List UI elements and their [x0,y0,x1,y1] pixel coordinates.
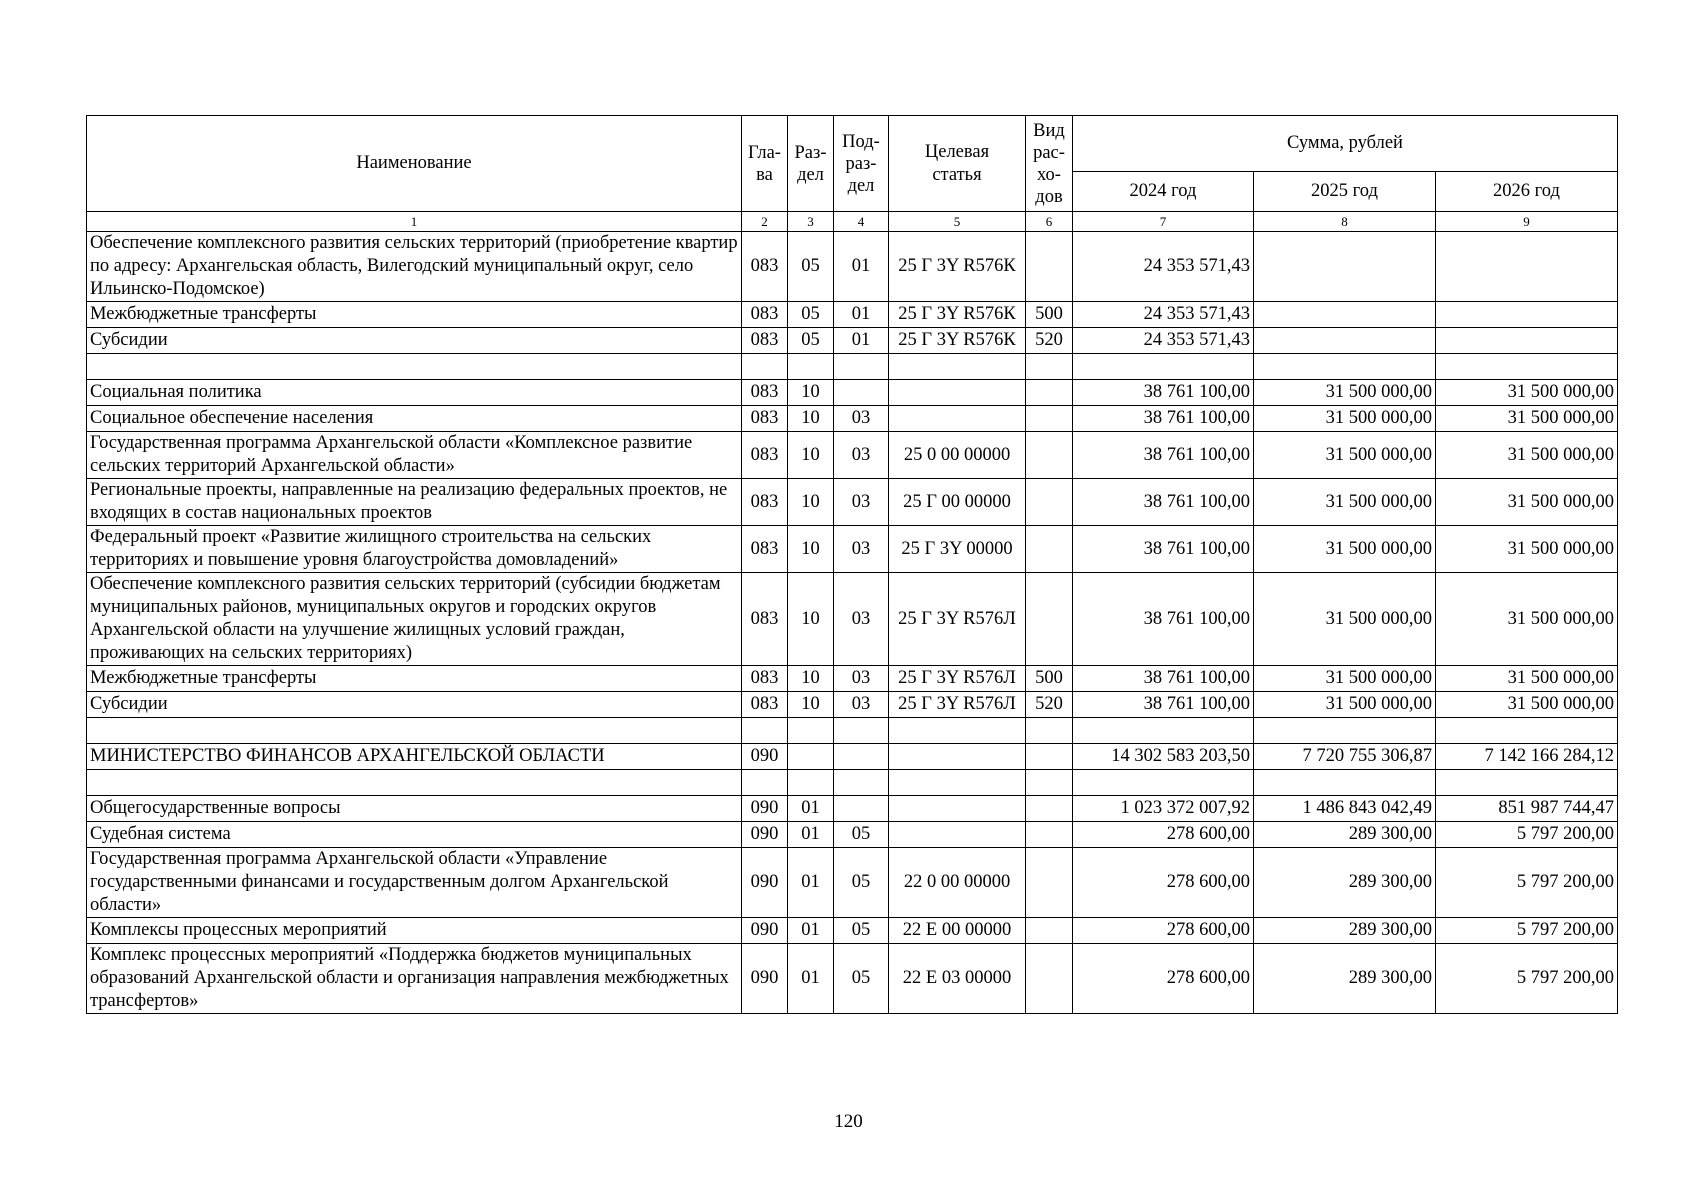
cell-y2024: 38 761 100,00 [1073,692,1254,718]
cell-vid [1026,406,1073,432]
column-number: 2 [742,212,788,232]
cell-vid [1026,918,1073,944]
spacer-row [87,718,1618,744]
cell-glava: 083 [742,573,788,666]
cell-glava: 090 [742,848,788,918]
column-number: 1 [87,212,742,232]
cell-glava: 083 [742,406,788,432]
cell-y2025: 289 300,00 [1254,918,1436,944]
table-row [87,796,1618,822]
cell-vid [1026,526,1073,573]
cell-razdel: 05 [788,302,834,328]
cell-y2026: 31 500 000,00 [1436,692,1618,718]
cell-podrazdel: 05 [834,944,889,1014]
cell-podrazdel: 03 [834,526,889,573]
cell-glava: 083 [742,232,788,302]
cell-razdel: 05 [788,328,834,354]
cell-name: Федеральный проект «Развитие жилищного строительства на сельских территориях и повышение уровня благоустройства домовладений» [87,526,742,573]
cell-y2026: 5 797 200,00 [1436,822,1618,848]
cell-podrazdel [834,380,889,406]
cell-name: МИНИСТЕРСТВО ФИНАНСОВ АРХАНГЕЛЬСКОЙ ОБЛАСТИ [87,744,742,770]
header-year-2025: 2025 год [1254,172,1436,212]
cell-target [889,822,1026,848]
cell-target: 25 Г 3Y R576К [889,302,1026,328]
cell-podrazdel: 01 [834,328,889,354]
cell-y2024: 38 761 100,00 [1073,380,1254,406]
header-razdel: Раз- дел [788,116,834,212]
cell-y2024: 38 761 100,00 [1073,526,1254,573]
column-number: 3 [788,212,834,232]
column-number: 5 [889,212,1026,232]
table-row [87,666,1618,692]
cell-razdel [788,770,834,796]
budget-table [86,115,1618,1014]
cell-y2024: 38 761 100,00 [1073,406,1254,432]
cell-podrazdel: 03 [834,666,889,692]
cell-razdel [788,744,834,770]
cell-name: Региональные проекты, направленные на реализацию федеральных проектов, не входящих в состав национальных проектов [87,479,742,526]
header-podrazdel: Под- раз- дел [834,116,889,212]
cell-y2025: 1 486 843 042,49 [1254,796,1436,822]
cell-vid [1026,432,1073,479]
cell-vid [1026,822,1073,848]
cell-razdel: 01 [788,944,834,1014]
cell-y2025: 289 300,00 [1254,944,1436,1014]
table-row [87,848,1618,918]
cell-y2024: 278 600,00 [1073,944,1254,1014]
cell-y2026: 5 797 200,00 [1436,918,1618,944]
cell-glava: 083 [742,432,788,479]
cell-y2026 [1436,718,1618,744]
cell-y2025: 31 500 000,00 [1254,479,1436,526]
cell-name: Судебная система [87,822,742,848]
cell-glava [742,354,788,380]
cell-y2026: 5 797 200,00 [1436,848,1618,918]
table-row [87,822,1618,848]
cell-target: 25 Г 3Y R576Л [889,666,1026,692]
cell-target [889,718,1026,744]
table-row [87,406,1618,432]
table-row [87,944,1618,1014]
cell-y2026: 31 500 000,00 [1436,526,1618,573]
table-body [87,212,1618,1014]
cell-y2026: 31 500 000,00 [1436,432,1618,479]
cell-y2025 [1254,302,1436,328]
cell-vid [1026,796,1073,822]
cell-y2024: 278 600,00 [1073,822,1254,848]
cell-vid [1026,770,1073,796]
header-glava: Гла- ва [742,116,788,212]
table-row [87,573,1618,666]
cell-target: 25 0 00 00000 [889,432,1026,479]
header-sum: Сумма, рублей [1073,116,1618,172]
cell-y2026 [1436,232,1618,302]
cell-y2026: 7 142 166 284,12 [1436,744,1618,770]
cell-y2024: 38 761 100,00 [1073,573,1254,666]
cell-glava: 090 [742,744,788,770]
cell-y2024: 278 600,00 [1073,918,1254,944]
cell-glava: 090 [742,796,788,822]
cell-glava: 083 [742,380,788,406]
cell-y2024 [1073,718,1254,744]
cell-y2025: 289 300,00 [1254,822,1436,848]
table-row [87,479,1618,526]
cell-name: Субсидии [87,328,742,354]
cell-name: Межбюджетные трансферты [87,302,742,328]
cell-podrazdel: 01 [834,232,889,302]
table-row [87,380,1618,406]
cell-podrazdel: 03 [834,432,889,479]
cell-y2025 [1254,354,1436,380]
cell-podrazdel: 03 [834,573,889,666]
cell-y2026 [1436,328,1618,354]
cell-target: 25 Г 3Y R576Л [889,692,1026,718]
cell-target: 22 0 00 00000 [889,848,1026,918]
cell-glava: 090 [742,918,788,944]
cell-razdel: 10 [788,526,834,573]
table-row [87,302,1618,328]
cell-y2026: 31 500 000,00 [1436,573,1618,666]
cell-glava [742,770,788,796]
cell-razdel: 10 [788,406,834,432]
cell-y2026: 31 500 000,00 [1436,406,1618,432]
table-row [87,692,1618,718]
cell-vid [1026,944,1073,1014]
cell-name: Государственная программа Архангельской области «Управление государственными финансами и государственным долгом Архангельской области» [87,848,742,918]
cell-target: 25 Г 00 00000 [889,479,1026,526]
cell-name [87,718,742,744]
cell-name [87,770,742,796]
cell-razdel: 10 [788,573,834,666]
cell-y2026 [1436,302,1618,328]
cell-target [889,796,1026,822]
cell-y2024: 38 761 100,00 [1073,432,1254,479]
cell-y2025: 31 500 000,00 [1254,406,1436,432]
cell-razdel: 10 [788,666,834,692]
cell-y2026: 31 500 000,00 [1436,479,1618,526]
column-numbers-row [87,212,1618,232]
cell-y2025: 31 500 000,00 [1254,380,1436,406]
column-number: 6 [1026,212,1073,232]
cell-podrazdel: 03 [834,406,889,432]
cell-y2024 [1073,770,1254,796]
cell-podrazdel: 05 [834,848,889,918]
cell-razdel: 01 [788,796,834,822]
cell-name: Общегосударственные вопросы [87,796,742,822]
cell-razdel: 01 [788,822,834,848]
spacer-row [87,354,1618,380]
cell-podrazdel: 01 [834,302,889,328]
cell-vid [1026,232,1073,302]
cell-razdel: 10 [788,692,834,718]
cell-name: Социальная политика [87,380,742,406]
table-row [87,432,1618,479]
cell-vid [1026,848,1073,918]
cell-y2024: 38 761 100,00 [1073,666,1254,692]
cell-vid: 500 [1026,666,1073,692]
cell-target: 25 Г 3Y 00000 [889,526,1026,573]
cell-razdel [788,354,834,380]
cell-podrazdel [834,354,889,380]
cell-vid [1026,479,1073,526]
cell-glava: 083 [742,328,788,354]
cell-y2025: 31 500 000,00 [1254,526,1436,573]
cell-target: 22 Е 03 00000 [889,944,1026,1014]
cell-razdel: 10 [788,380,834,406]
cell-name: Субсидии [87,692,742,718]
cell-podrazdel [834,744,889,770]
cell-y2026: 31 500 000,00 [1436,380,1618,406]
cell-glava: 083 [742,526,788,573]
cell-y2025: 31 500 000,00 [1254,666,1436,692]
cell-vid: 520 [1026,328,1073,354]
cell-glava: 083 [742,666,788,692]
cell-vid [1026,380,1073,406]
cell-y2024: 24 353 571,43 [1073,302,1254,328]
header-target: Целевая статья [889,116,1026,212]
table-row [87,328,1618,354]
cell-target: 22 Е 00 00000 [889,918,1026,944]
table-row [87,744,1618,770]
cell-glava: 090 [742,944,788,1014]
cell-target: 25 Г 3Y R576Л [889,573,1026,666]
table-row [87,526,1618,573]
header-year-2026: 2026 год [1436,172,1618,212]
cell-name: Обеспечение комплексного развития сельских территорий (субсидии бюджетам муниципальных районов, муниципальных округов и городских округов Архангельской области на улучшение жилищных условий граждан, проживающих на сельских территориях) [87,573,742,666]
cell-vid: 500 [1026,302,1073,328]
cell-y2025: 289 300,00 [1254,848,1436,918]
cell-y2026 [1436,354,1618,380]
cell-razdel: 01 [788,848,834,918]
cell-y2025 [1254,328,1436,354]
cell-glava: 083 [742,692,788,718]
cell-vid [1026,744,1073,770]
cell-name: Межбюджетные трансферты [87,666,742,692]
cell-target: 25 Г 3Y R576К [889,232,1026,302]
cell-name: Обеспечение комплексного развития сельских территорий (приобретение квартир по адресу: Архангельская область, Вилегодский муниципальный округ, село Ильинско-Подомское) [87,232,742,302]
page-number: 120 [834,1111,863,1132]
cell-y2024: 1 023 372 007,92 [1073,796,1254,822]
cell-podrazdel: 05 [834,822,889,848]
cell-y2025 [1254,232,1436,302]
cell-podrazdel: 03 [834,692,889,718]
table-header [87,116,1618,212]
table-row [87,918,1618,944]
cell-name: Комплексы процессных мероприятий [87,918,742,944]
cell-razdel: 05 [788,232,834,302]
cell-glava [742,718,788,744]
column-number: 7 [1073,212,1254,232]
header-year-2024: 2024 год [1073,172,1254,212]
cell-podrazdel [834,770,889,796]
column-number: 4 [834,212,889,232]
cell-name: Государственная программа Архангельской области «Комплексное развитие сельских территорий Архангельской области» [87,432,742,479]
cell-y2024: 24 353 571,43 [1073,328,1254,354]
cell-name: Комплекс процессных мероприятий «Поддержка бюджетов муниципальных образований Архангельской области и организация направления межбюджетных трансфертов» [87,944,742,1014]
table-row [87,232,1618,302]
cell-vid [1026,354,1073,380]
cell-y2024: 278 600,00 [1073,848,1254,918]
cell-vid [1026,573,1073,666]
cell-podrazdel [834,718,889,744]
cell-target [889,406,1026,432]
cell-y2025: 31 500 000,00 [1254,573,1436,666]
cell-y2024 [1073,354,1254,380]
cell-vid: 520 [1026,692,1073,718]
cell-y2025: 31 500 000,00 [1254,692,1436,718]
cell-razdel: 10 [788,479,834,526]
cell-glava: 083 [742,302,788,328]
cell-podrazdel [834,796,889,822]
cell-y2025: 7 720 755 306,87 [1254,744,1436,770]
cell-y2026: 851 987 744,47 [1436,796,1618,822]
column-number: 9 [1436,212,1618,232]
cell-target [889,770,1026,796]
cell-y2026: 31 500 000,00 [1436,666,1618,692]
cell-glava: 083 [742,479,788,526]
cell-name [87,354,742,380]
cell-y2025: 31 500 000,00 [1254,432,1436,479]
spacer-row [87,770,1618,796]
cell-vid [1026,718,1073,744]
cell-razdel [788,718,834,744]
cell-glava: 090 [742,822,788,848]
cell-razdel: 01 [788,918,834,944]
cell-y2024: 38 761 100,00 [1073,479,1254,526]
cell-target [889,354,1026,380]
cell-razdel: 10 [788,432,834,479]
cell-target: 25 Г 3Y R576К [889,328,1026,354]
cell-y2025 [1254,718,1436,744]
cell-podrazdel: 05 [834,918,889,944]
header-vid: Вид рас- хо- дов [1026,116,1073,212]
cell-y2026: 5 797 200,00 [1436,944,1618,1014]
cell-y2026 [1436,770,1618,796]
cell-y2024: 24 353 571,43 [1073,232,1254,302]
cell-name: Социальное обеспечение населения [87,406,742,432]
cell-podrazdel: 03 [834,479,889,526]
cell-y2025 [1254,770,1436,796]
header-name: Наименование [87,116,742,212]
column-number: 8 [1254,212,1436,232]
cell-target [889,744,1026,770]
cell-target [889,380,1026,406]
cell-y2024: 14 302 583 203,50 [1073,744,1254,770]
